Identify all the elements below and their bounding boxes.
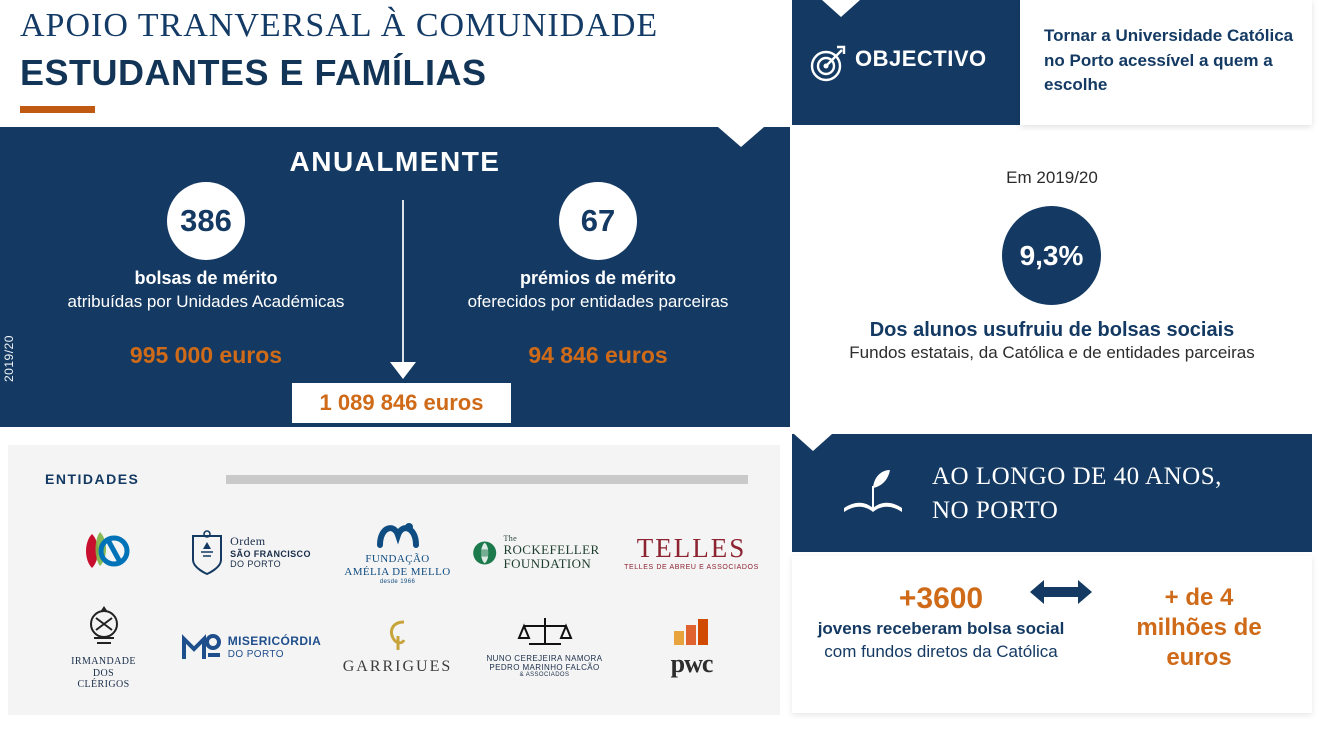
bottom-right-amount [1094,583,1304,673]
logo-rockefeller-foundation [472,532,617,574]
objective-text: Tornar a Universidade Católica no Porto acessível a quem a escolhe [1044,26,1294,95]
amelia-caption-2: AMÉLIA DE MELLO [344,566,451,579]
logo-misericordia-do-porto [178,629,323,667]
bottom-right-line-3: euros [1166,644,1232,671]
entities-logo-grid [30,505,765,695]
clerigos-caption-1: IRMANDADE [71,656,136,668]
title-line-2: ESTUDANTES E FAMÍLIAS [20,51,487,93]
logo-telles [619,533,764,572]
stat-text-bolsas [60,268,352,312]
target-icon [808,44,848,84]
stat-lead-bolsas: bolsas de mérito [134,268,278,288]
rockefeller-caption [503,535,617,571]
clerigos-caption-3: CLÉRIGOS [77,679,130,691]
ordem-crest-icon [190,530,224,576]
bottom-right-line-1: + de 4 [1164,584,1234,611]
social-headline: Dos alunos usufruiu de bolsas sociais [869,319,1235,341]
logo-row [30,505,765,600]
social-year-label: Em 2019/20 [1006,168,1098,187]
logo-pwc [619,617,764,679]
stat-text-premios [452,268,744,312]
pwc-caption: pwc [670,648,713,678]
logo-irmandade-dos-clerigos [31,604,176,691]
misericordia-caption-2: DO PORTO [227,648,284,660]
bottom-right-line-2: milhões de [1136,614,1262,641]
stat-lead-premios: prémios de mérito [519,268,677,288]
total-amount-box: 1 089 846 euros [292,383,511,423]
rockefeller-caption-1: The [503,533,518,543]
title-line-1: APOIO TRANVERSAL À COMUNIDADE [20,7,659,44]
logo-fundacao-amelia-de-mello [325,519,470,585]
amelia-caption-3: desde 1966 [379,578,416,585]
forty-years-line-1: AO LONGO DE 40 ANOS, [932,463,1222,490]
entities-label: ENTIDADES [45,471,140,487]
telles-caption-sub: TELLES DE ABREU E ASSOCIADOS [624,564,759,571]
logo-ordem-sao-francisco [178,530,323,576]
misericordia-icon [180,629,222,667]
misericordia-caption-1: MISERICÓRDIA [227,633,322,648]
social-detail: Fundos estatais, da Católica e de entidades parceiras [849,343,1255,362]
stat-detail-premios: oferecidos por entidades parceiras [467,291,729,311]
annual-side-year: 2019/20 [2,335,16,382]
objective-label: OBJECTIVO [855,46,987,71]
bottom-description [812,618,1070,664]
garrigues-icon [383,618,413,654]
rockefeller-caption-3: FOUNDATION [503,555,592,571]
pwc-icon [668,617,716,645]
ordem-caption-1: Ordem [230,534,266,549]
title-underline-rule [20,106,95,113]
scales-icon [516,616,574,650]
logo-row [30,600,765,695]
logo-garrigues [325,618,470,676]
nuno-caption-2: PEDRO MARINHO FALCÃO [489,663,600,673]
stat-circle-bolsas: 386 [167,182,245,260]
open-book-icon [840,468,906,520]
stat-detail-bolsas: atribuídas por Unidades Académicas [67,291,345,311]
clerigos-crest-icon [84,604,124,652]
garrigues-caption: GARRIGUES [342,658,453,676]
annual-heading: ANUALMENTE [289,146,501,177]
band-notch-icon [794,434,832,451]
bottom-description-bold: jovens receberam bolsa social [817,619,1065,638]
stat-amount-premios: 94 846 euros [528,342,668,368]
social-percent-circle: 9,3% [1002,206,1101,305]
forty-years-line-2: NO PORTO [932,496,1059,524]
logo-santander [31,528,176,578]
ordem-caption-2: SÃO FRANCISCO [230,549,311,560]
bottom-number: +3600 [898,582,984,615]
objective-notch-icon [822,0,860,17]
ordem-caption-3: DO PORTO [230,559,282,570]
nuno-caption-1: NUNO CEREJEIRA NAMORA [486,653,603,663]
logo-nuno-cerejeira-namora [472,616,617,679]
rockefeller-caption-2: ROCKEFELLER [503,542,600,558]
amelia-de-mello-icon [372,519,424,549]
stat-amount-bolsas: 995 000 euros [129,342,283,368]
double-arrow-icon [1030,576,1092,608]
telles-caption: TELLES [636,532,747,563]
bottom-description-rest: com fundos diretos da Católica [824,641,1058,661]
amelia-caption-1: FUNDAÇÃO [365,553,430,566]
entities-divider-bar [226,475,748,484]
down-arrow-icon [390,362,416,379]
vertical-divider [402,200,404,362]
stat-circle-premios: 67 [559,182,637,260]
annual-panel-notch-icon [718,127,764,147]
santander-icon [74,528,134,574]
clerigos-caption-2: DOS [92,667,115,679]
forty-years-text [932,460,1222,528]
nuno-caption-3: & ASSOCIADOS [519,672,570,679]
page-title [20,6,760,113]
rockefeller-icon [472,532,497,574]
